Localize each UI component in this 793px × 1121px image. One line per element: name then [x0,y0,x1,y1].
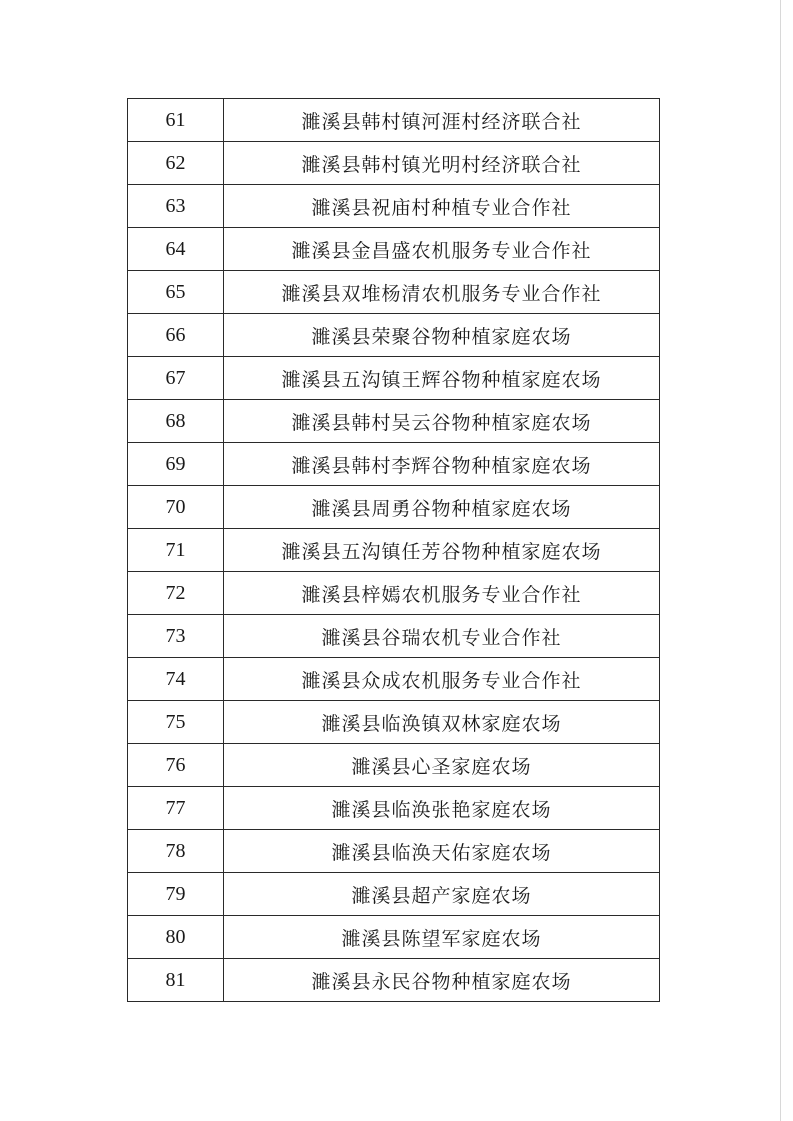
table-row [128,99,660,142]
table-row [128,271,660,314]
entity-name: 濉溪县临涣镇双林家庭农场 [224,701,660,744]
table-row [128,314,660,357]
row-number: 77 [128,787,224,830]
table-row [128,959,660,1002]
entity-name: 濉溪县心圣家庭农场 [224,744,660,787]
row-number: 79 [128,873,224,916]
row-number: 75 [128,701,224,744]
row-number: 78 [128,830,224,873]
row-number: 80 [128,916,224,959]
row-number: 74 [128,658,224,701]
entity-name: 濉溪县众成农机服务专业合作社 [224,658,660,701]
table-row [128,615,660,658]
table-row [128,529,660,572]
table-row [128,185,660,228]
table-row [128,486,660,529]
table-row [128,443,660,486]
table-row [128,873,660,916]
table-row [128,142,660,185]
row-number: 72 [128,572,224,615]
row-number: 71 [128,529,224,572]
row-number: 69 [128,443,224,486]
row-number: 66 [128,314,224,357]
entity-name: 濉溪县韩村吴云谷物种植家庭农场 [224,400,660,443]
row-number: 70 [128,486,224,529]
row-number: 61 [128,99,224,142]
entity-name: 濉溪县永民谷物种植家庭农场 [224,959,660,1002]
entity-name: 濉溪县谷瑞农机专业合作社 [224,615,660,658]
page-edge-line [780,0,781,1121]
entity-name: 濉溪县韩村镇光明村经济联合社 [224,142,660,185]
entity-name: 濉溪县陈望军家庭农场 [224,916,660,959]
row-number: 76 [128,744,224,787]
entity-name: 濉溪县祝庙村种植专业合作社 [224,185,660,228]
entity-name: 濉溪县周勇谷物种植家庭农场 [224,486,660,529]
table-row [128,400,660,443]
entity-name: 濉溪县韩村镇河涯村经济联合社 [224,99,660,142]
entity-name: 濉溪县五沟镇王辉谷物种植家庭农场 [224,357,660,400]
entity-name: 濉溪县双堆杨清农机服务专业合作社 [224,271,660,314]
row-number: 67 [128,357,224,400]
row-number: 64 [128,228,224,271]
entity-name: 濉溪县韩村李辉谷物种植家庭农场 [224,443,660,486]
entity-name: 濉溪县超产家庭农场 [224,873,660,916]
table-row [128,744,660,787]
table-row [128,830,660,873]
row-number: 68 [128,400,224,443]
table-row [128,787,660,830]
entity-list-table [127,98,660,1002]
entity-name: 濉溪县临涣天佑家庭农场 [224,830,660,873]
table-row [128,916,660,959]
table-row [128,357,660,400]
table-row [128,572,660,615]
entity-name: 濉溪县荣聚谷物种植家庭农场 [224,314,660,357]
row-number: 63 [128,185,224,228]
table-row [128,228,660,271]
table-row [128,701,660,744]
row-number: 81 [128,959,224,1002]
entity-name: 濉溪县梓嫣农机服务专业合作社 [224,572,660,615]
row-number: 62 [128,142,224,185]
entity-name: 濉溪县五沟镇任芳谷物种植家庭农场 [224,529,660,572]
table-row [128,658,660,701]
row-number: 65 [128,271,224,314]
entity-name: 濉溪县金昌盛农机服务专业合作社 [224,228,660,271]
row-number: 73 [128,615,224,658]
entity-name: 濉溪县临涣张艳家庭农场 [224,787,660,830]
